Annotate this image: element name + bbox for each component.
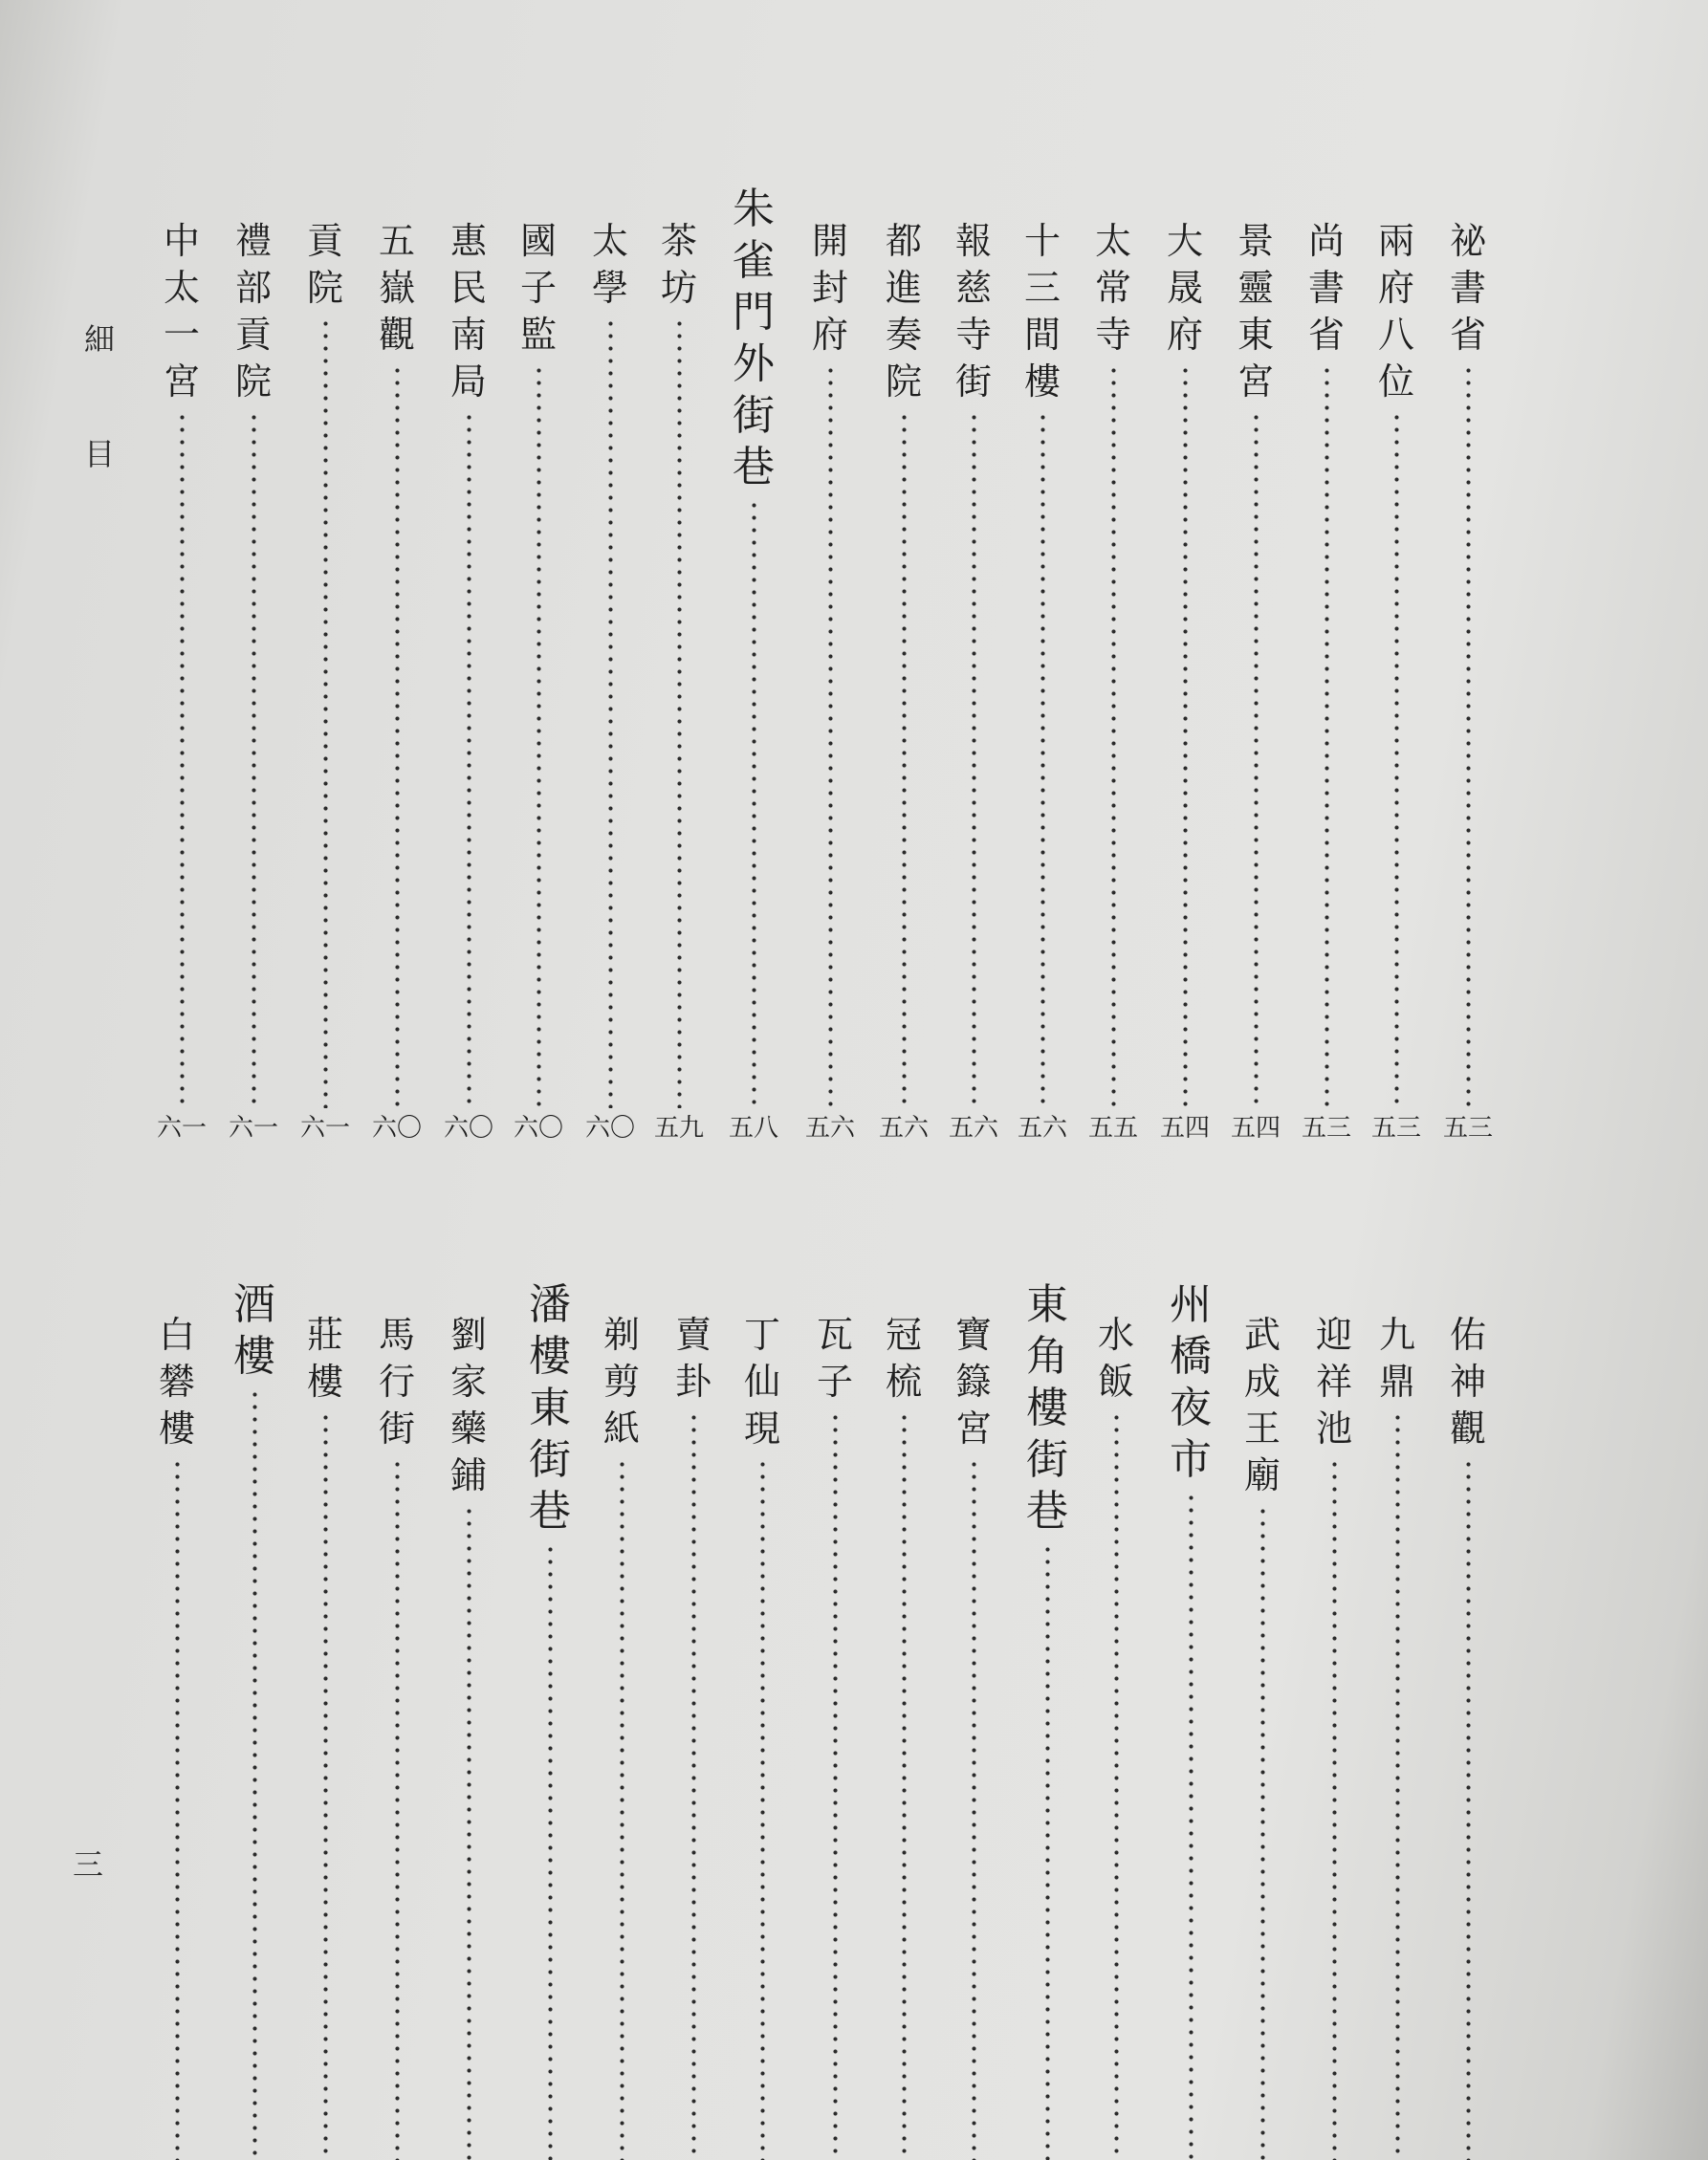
entry-title: 禮 部 貢 院 [234,220,272,403]
entry-title: 尚 書 省 [1307,220,1345,356]
entry-title: 莊 樓 [306,1314,343,1403]
dot-leader [828,364,833,1108]
dot-leader [180,411,185,1108]
lower-toc-entry[interactable] [812,1312,858,2160]
entry-page-number: 五六 [879,1114,930,1143]
lower-toc-entry[interactable] [951,1312,996,2160]
dot-leader [467,411,471,1108]
lower-toc-entry[interactable] [374,1312,420,2160]
entry-title: 開 封 府 [811,220,848,356]
upper-toc-entry[interactable] [1233,218,1279,1143]
entry-title: 迎 祥 池 [1315,1314,1352,1450]
entry-title: 中 太 一 宮 [163,220,200,403]
dot-leader [902,411,907,1108]
page-number: 三 [73,1846,104,1883]
upper-toc-entry[interactable] [949,218,999,1143]
entry-page-number: 五六 [805,1114,856,1143]
lower-toc-entry[interactable] [231,1279,277,2160]
entry-page-number: 六〇 [585,1114,636,1143]
lower-toc-entry[interactable] [1239,1312,1285,2160]
dot-leader [1395,1411,1400,2160]
lower-toc-entry[interactable] [446,1312,492,2160]
lower-toc-entry[interactable] [1445,1312,1491,2160]
dot-leader [1189,1492,1193,2160]
lower-toc-entry[interactable] [1374,1312,1420,2160]
dot-leader [1114,1411,1119,2160]
upper-toc-entry[interactable] [654,218,705,1143]
upper-toc-entry[interactable] [585,218,636,1143]
dot-leader [467,1505,471,2160]
dot-leader [323,1411,328,2160]
dot-leader [548,1543,553,2160]
entry-page-number: 六一 [229,1114,279,1143]
running-header-char-1: 細 [84,321,116,358]
entry-page-number: 五五 [1088,1114,1139,1143]
dot-leader [395,1458,400,2160]
running-header-char-2: 目 [84,436,116,472]
entry-title: 惠 民 南 局 [449,220,487,403]
entry-title: 劉 家 藥 鋪 [449,1314,487,1496]
entry-title: 白 礬 樓 [158,1314,195,1450]
dot-leader [1260,1505,1265,2160]
dot-leader [677,317,682,1108]
dot-leader [1183,364,1188,1108]
entry-title: 祕 書 省 [1449,220,1486,356]
upper-toc-entry[interactable] [1302,218,1352,1143]
dot-leader [252,1388,257,2160]
entry-title: 太 常 寺 [1094,220,1131,356]
entry-page-number: 五三 [1371,1114,1422,1143]
entry-title: 剃 剪 紙 [602,1314,640,1450]
entry-page-number: 五三 [1443,1114,1494,1143]
entry-title: 五 嶽 觀 [378,220,415,356]
dot-leader [1394,411,1399,1108]
entry-title: 九 鼎 [1378,1314,1415,1403]
dot-leader [752,499,756,1108]
upper-toc-entry[interactable] [1018,218,1068,1143]
dot-leader [1332,1458,1337,2160]
lower-toc-entry[interactable] [1093,1312,1139,2160]
entry-page-number: 五六 [949,1114,999,1143]
entry-page-number: 五八 [729,1114,779,1143]
entry-page-number: 五六 [1018,1114,1068,1143]
section-heading: 潘 樓 東 街 巷 [529,1280,571,1536]
entry-title: 兩 府 八 位 [1377,220,1414,403]
dot-leader [175,1458,180,2160]
upper-toc-entry[interactable] [157,218,208,1143]
entry-title: 十 三 間 樓 [1023,220,1061,403]
dot-leader [1466,364,1471,1108]
dot-leader [620,1458,624,2160]
entry-title: 報 慈 寺 街 [954,220,992,403]
dot-leader [536,364,541,1108]
dot-leader [323,317,328,1108]
lower-toc-entry[interactable] [670,1312,716,2160]
section-heading: 州 橋 夜 市 [1170,1280,1212,1484]
entry-title: 馬 行 街 [378,1314,415,1450]
entry-title: 冠 梳 [885,1314,922,1403]
entry-title: 水 飯 [1097,1314,1134,1403]
entry-page-number: 五四 [1160,1114,1211,1143]
section-heading: 東 角 樓 街 巷 [1026,1280,1068,1536]
entry-page-number: 六一 [157,1114,208,1143]
dot-leader [608,317,613,1108]
lower-toc-entry[interactable] [739,1312,785,2160]
lower-toc-entry[interactable] [1168,1279,1214,2160]
lower-toc-entry[interactable] [527,1279,573,2160]
entry-title: 寶 籙 宮 [954,1314,992,1450]
entry-title: 大 晟 府 [1166,220,1203,356]
entry-page-number: 六〇 [514,1114,564,1143]
lower-toc-entry[interactable] [154,1312,200,2160]
upper-toc-entry[interactable] [1160,218,1211,1143]
upper-toc-entry[interactable] [879,218,930,1143]
dot-leader [1040,411,1045,1108]
section-heading: 酒 樓 [233,1280,275,1381]
section-heading: 朱 雀 門 外 街 巷 [733,185,775,491]
entry-title: 國 子 監 [519,220,557,356]
upper-toc-entry[interactable] [229,218,279,1143]
entry-title: 佑 神 觀 [1449,1314,1486,1450]
entry-page-number: 五四 [1231,1114,1281,1143]
dot-leader [972,411,976,1108]
dot-leader [1325,364,1329,1108]
upper-toc-entry[interactable] [1443,218,1494,1143]
entry-page-number: 五三 [1302,1114,1352,1143]
dot-leader [691,1411,696,2160]
upper-toc-entry[interactable] [514,218,564,1143]
dot-leader [760,1458,765,2160]
entry-title: 丁 仙 現 [743,1314,780,1450]
entry-title: 茶 坊 [660,220,697,309]
dot-leader [1466,1458,1471,2160]
dot-leader [252,411,256,1108]
upper-toc-entry[interactable] [805,218,856,1143]
dot-leader [902,1411,907,2160]
entry-page-number: 五九 [654,1114,705,1143]
upper-toc-entry[interactable] [446,218,492,1143]
lower-toc-entry[interactable] [881,1312,927,2160]
dot-leader [1045,1543,1050,2160]
lower-toc-entry[interactable] [599,1312,645,2160]
lower-toc-entry[interactable] [1311,1312,1357,2160]
entry-page-number: 六〇 [372,1114,423,1143]
entry-title: 武 成 王 廟 [1243,1314,1281,1496]
entry-title: 貢 院 [306,220,343,309]
entry-title: 瓦 子 [816,1314,853,1403]
dot-leader [1111,364,1116,1108]
dot-leader [1254,411,1259,1108]
entry-title: 景 靈 東 宮 [1237,220,1274,403]
upper-toc-entry[interactable] [372,218,423,1143]
entry-title: 太 學 [591,220,628,309]
entry-page-number: 六一 [300,1114,351,1143]
entry-page-number: 六〇 [444,1114,494,1143]
upper-toc-entry[interactable] [731,184,777,1143]
upper-toc-entry[interactable] [1088,218,1139,1143]
lower-toc-entry[interactable] [1024,1279,1070,2160]
upper-toc-entry[interactable] [1371,218,1422,1143]
dot-leader [395,364,400,1108]
dot-leader [833,1411,838,2160]
lower-toc-entry[interactable] [302,1312,348,2160]
dot-leader [972,1458,976,2160]
upper-toc-entry[interactable] [300,218,351,1143]
entry-title: 都 進 奏 院 [885,220,922,403]
entry-title: 賣 卦 [674,1314,712,1403]
